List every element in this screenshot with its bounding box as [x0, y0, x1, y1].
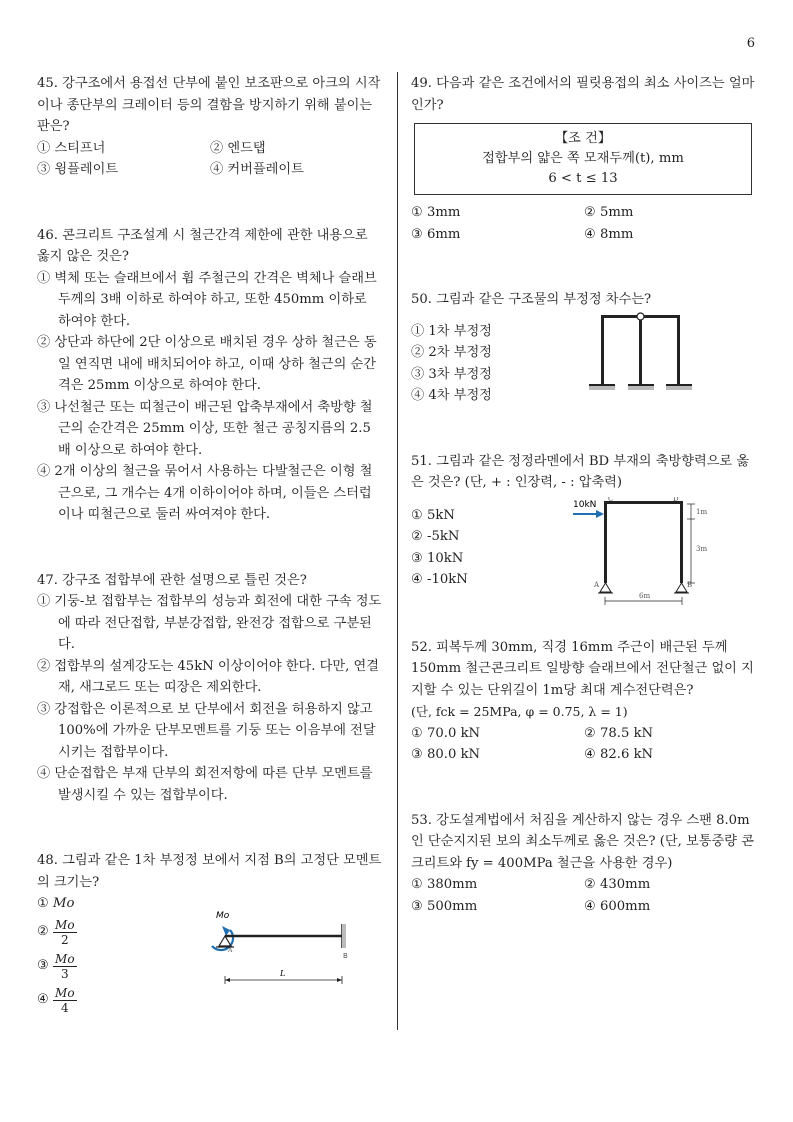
question-46-text: 46. 콘크리트 구조설계 시 철근간격 제한에 관한 내용으로 옳지 않은 것은? — [37, 227, 368, 264]
q51-option-3[interactable]: ③ 10kN — [411, 550, 464, 566]
q45-option-4[interactable]: ④ 커버플레이트 — [210, 162, 304, 177]
q48-support-b: B — [343, 952, 348, 960]
q46-option-4[interactable]: ④ 2개 이상의 철근을 묶어서 사용하는 다발철근은 이형 철근으로, 그 개수는 4개 이하이어야 하며, 이들은 스터럽이나 띠철근으로 둘러 싸여져야 한다. — [37, 464, 373, 522]
question-53-text: 53. 강도설계법에서 처짐을 계산하지 않는 경우 스팬 8.0m 인 단순지지된 보의 최소두께로 옳은 것은? (단, 보통중량 콘크리트와 fy = 400MPa 철근을 사용한 경우) — [411, 812, 754, 871]
q48-option-3[interactable]: ③ $\frac{Mo}{3}$ — [37, 951, 75, 981]
q49-option-2[interactable]: ② 5mm — [584, 205, 634, 220]
hinge-icon — [637, 313, 644, 320]
fixed-support-icon — [589, 386, 615, 390]
question-46 — [37, 225, 383, 526]
question-53 — [411, 810, 757, 918]
q50-option-4[interactable]: ④ 4차 부정정 — [411, 388, 492, 403]
q48-option-4[interactable]: ④ $\frac{Mo}{4}$ — [37, 985, 75, 1015]
q48-moment-label: Mo — [216, 911, 230, 921]
q46-option-2[interactable]: ② 상단과 하단에 2단 이상으로 배치된 경우 상하 철근은 동일 연직면 내에 배치되어야 하고, 이때 상하 철근의 순간격은 25mm 이상으로 하여야 한다. — [37, 335, 377, 393]
q45-option-1[interactable]: ① 스티프너 — [37, 140, 106, 156]
question-51 — [411, 451, 757, 600]
q51-frame-figure — [571, 497, 731, 613]
pin-support-icon — [600, 583, 611, 592]
q53-option-4[interactable]: ④ 600mm — [584, 898, 651, 914]
q48-beam-figure — [200, 906, 360, 996]
q52-option-3[interactable]: ③ 80.0 kN — [411, 747, 481, 762]
question-49-text: 49. 다음과 같은 조건에서의 필릿용접의 최소 사이즈는 얼마인가? — [411, 76, 755, 113]
q50-option-2[interactable]: ② 2차 부정정 — [411, 345, 492, 360]
q48-option-1[interactable]: ① Mo — [37, 896, 75, 912]
q51-dim-3m: 3m — [696, 544, 708, 553]
q49-option-4[interactable]: ④ 8mm — [584, 226, 634, 242]
question-45 — [37, 73, 383, 181]
question-47-text: 47. 강구조 접합부에 관한 설명으로 틀린 것은? — [37, 572, 307, 588]
load-arrow-icon — [596, 510, 604, 518]
q45-option-2[interactable]: ② 엔드탭 — [210, 140, 266, 156]
q50-option-1[interactable]: ① 1차 부정정 — [411, 323, 492, 339]
q51-option-4[interactable]: ④ -10kN — [411, 572, 468, 587]
q51-option-1[interactable]: ① 5kN — [411, 507, 455, 523]
q47-option-3[interactable]: ③ 강접합은 이론적으로 보 단부에서 회전을 허용하지 않고 100%에 가까운 단부모멘트를 기둥 또는 이음부에 전달시키는 접합부이다. — [37, 701, 376, 760]
q49-condition-box — [414, 123, 752, 195]
question-49 — [411, 73, 757, 245]
q52-condition: (단, fck = 25MPa, φ = 0.75, λ = 1) — [411, 704, 628, 719]
q51-node-a: A — [594, 580, 600, 589]
right-column — [411, 73, 757, 917]
left-column — [37, 73, 383, 1017]
q51-node-b: B — [687, 580, 693, 589]
q51-option-2[interactable]: ② -5kN — [411, 529, 460, 544]
q47-option-2[interactable]: ② 접합부의 설계강도는 45kN 이상이어야 한다. 다만, 연결재, 새그로드 또는 띠장은 제외한다. — [37, 658, 380, 695]
q45-option-3[interactable]: ③ 윙플레이트 — [37, 162, 119, 177]
question-45-text: 45. 강구조에서 용접선 단부에 붙인 보조판으로 아크의 시작이나 종단부의 크레이터 등의 결함을 방지하기 위해 붙이는 판은? — [37, 76, 381, 134]
q53-option-1[interactable]: ① 380mm — [411, 877, 478, 892]
q49-condition-title: 【조 건】 — [554, 131, 612, 146]
column-divider — [397, 72, 398, 1030]
q52-option-1[interactable]: ① 70.0 kN — [411, 725, 481, 741]
question-48 — [37, 850, 383, 1017]
q51-node-c: C — [608, 496, 614, 503]
question-50 — [411, 289, 757, 407]
q53-option-3[interactable]: ③ 500mm — [411, 898, 478, 914]
q52-option-2[interactable]: ② 78.5 kN — [584, 725, 654, 741]
q49-option-3[interactable]: ③ 6mm — [411, 226, 461, 242]
question-50-text: 50. 그림과 같은 구조물의 부정정 차수는? — [411, 292, 652, 307]
q50-option-3[interactable]: ③ 3차 부정정 — [411, 366, 492, 382]
fixed-wall-icon — [342, 924, 346, 948]
page-number: 6 — [746, 36, 755, 51]
q51-node-d: D — [673, 496, 679, 503]
question-52-text: 52. 피복두께 30mm, 직경 16mm 주근이 배근된 두께 150mm 철근콘크리트 일방향 슬래브에서 전단철근 없이 지지할 수 있는 단위길이 1m당 최대 계수전단력은? — [411, 639, 754, 698]
q49-condition-line1: 접합부의 얇은 쪽 모재두께(t), mm — [482, 151, 684, 166]
question-51-text: 51. 그림과 같은 정정라멘에서 BD 부재의 축방향력으로 옳은 것은? (단, + : 인장력, - : 압축력) — [411, 453, 750, 490]
q47-option-1[interactable]: ① 기둥-보 접합부는 접합부의 성능과 회전에 대한 구속 정도에 따라 전단접합, 부분강접합, 완전강 접합으로 구분된다. — [37, 594, 382, 652]
q47-option-4[interactable]: ④ 단순접합은 부재 단부의 회전저항에 따른 단부 모멘트를 발생시킬 수 있는 접합부이다. — [37, 766, 373, 803]
q51-load-label: 10kN — [573, 499, 597, 510]
q50-frame-figure — [589, 311, 709, 401]
q52-option-4[interactable]: ④ 82.6 kN — [584, 747, 654, 762]
q48-span-label: L — [280, 969, 286, 978]
q51-dim-1m: 1m — [696, 507, 708, 516]
q51-dim-6m: 6m — [639, 591, 651, 600]
q46-option-1[interactable]: ① 벽체 또는 슬래브에서 휨 주철근의 간격은 벽체나 슬래브 두께의 3배 이하로 하여야 하고, 또한 450mm 이하로 하여야 한다. — [37, 270, 377, 329]
q53-option-2[interactable]: ② 430mm — [584, 877, 651, 892]
question-52 — [411, 637, 757, 766]
q49-option-1[interactable]: ① 3mm — [411, 205, 461, 220]
pin-support-icon — [219, 936, 231, 946]
question-48-text: 48. 그림과 같은 1차 부정정 보에서 지점 B의 고정단 모멘트의 크기는? — [37, 853, 382, 890]
q48-support-a: A — [228, 947, 233, 954]
q46-option-3[interactable]: ③ 나선철근 또는 띠철근이 배근된 압축부재에서 축방향 철근의 순간격은 25mm 이상, 또한 철근 공칭지름의 2.5배 이상으로 하여야 한다. — [37, 399, 373, 458]
question-47 — [37, 570, 383, 807]
q48-option-2[interactable]: ② $\frac{Mo}{2}$ — [37, 917, 75, 947]
q49-condition-line2: 6 < t ≤ 13 — [548, 171, 618, 186]
